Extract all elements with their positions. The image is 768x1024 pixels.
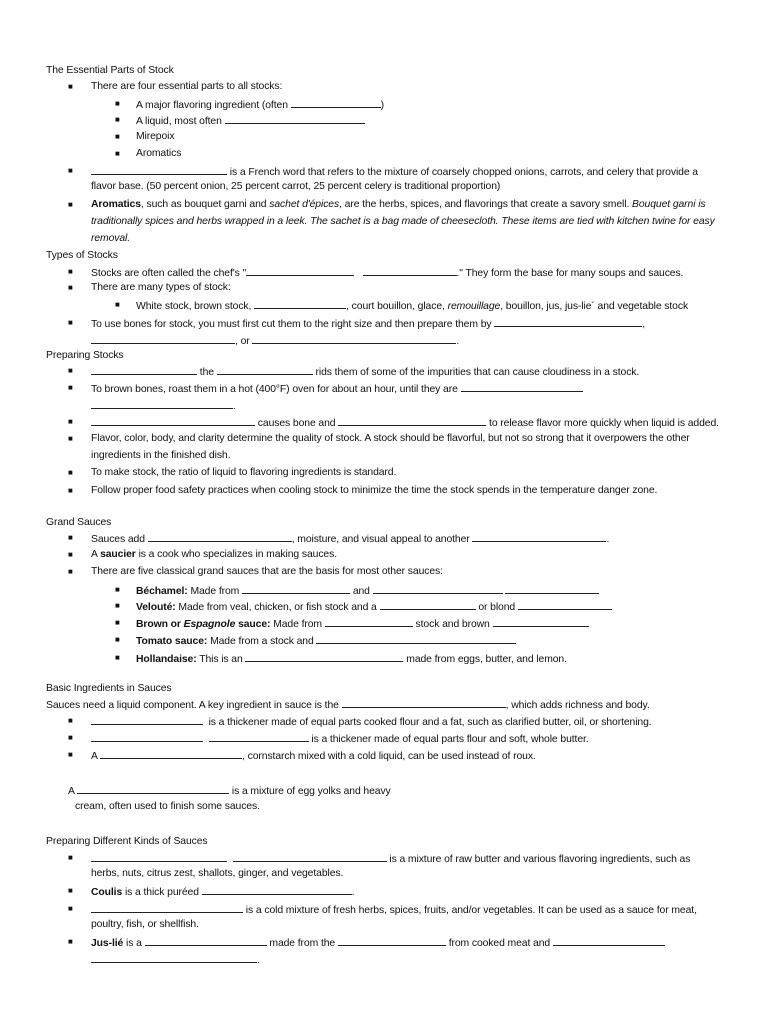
- bullet-line: Stocks are often called the chef's " ." They form the base for many soups and sauces.: [91, 265, 683, 281]
- bullet-icon: ■: [68, 716, 73, 725]
- bullet-text: To make stock, the ratio of liquid to flavoring ingredients is standard.: [91, 467, 397, 478]
- blank-line: [225, 113, 365, 124]
- bullet-icon: ■: [115, 635, 120, 644]
- blank-line: [518, 599, 612, 610]
- bullet-line: is a French word that refers to the mixture of coarsely chopped onions, carrots, and celery that provide a: [91, 164, 698, 180]
- blank-line: [553, 935, 665, 946]
- blank-line: [342, 697, 506, 708]
- bullet-icon: ■: [68, 550, 73, 559]
- bullet-icon: ■: [68, 886, 73, 895]
- blank-line: [91, 398, 233, 409]
- blank-line: [91, 952, 257, 963]
- intro-line: Sauces need a liquid component. A key ingredient in sauce is the , which adds richness and body.: [46, 697, 650, 713]
- bullet-icon: ■: [115, 585, 120, 594]
- blank-line: [148, 531, 292, 542]
- blank-line: [246, 265, 354, 276]
- sub-bullet-line: A major flavoring ingredient (often ): [136, 97, 384, 113]
- bullet-icon: ■: [68, 853, 73, 862]
- blank-line: [380, 599, 476, 610]
- bullet-line-cont: herbs, nuts, citrus zest, shallots, ginger, and vegetables.: [91, 868, 344, 879]
- bullet-icon: ■: [115, 601, 120, 610]
- bullet-line: A , cornstarch mixed with a cold liquid, can be used instead of roux.: [91, 748, 536, 764]
- section-heading-grand-sauces: Grand Sauces: [46, 517, 112, 528]
- bullet-line: is a cold mixture of fresh herbs, spices, fruits, and/or vegetables. It can be used as a sauce for meat,: [91, 902, 697, 918]
- bullet-icon: ■: [115, 300, 120, 309]
- bullet-icon: ■: [68, 166, 73, 175]
- blank-line: [363, 265, 457, 276]
- bullet-icon: ■: [68, 468, 73, 477]
- bullet-icon: ■: [68, 417, 73, 426]
- blank-line: [461, 381, 583, 392]
- bullet-line-cont: poultry, fish, or shellfish.: [91, 919, 199, 930]
- bullet-icon: ■: [68, 567, 73, 576]
- bullet-text: Flavor, color, body, and clarity determine the quality of stock. A stock should be flavorful, but not so strong that it overpowers the other: [91, 433, 690, 444]
- bullet-icon: ■: [68, 383, 73, 392]
- bullet-icon: ■: [115, 132, 120, 141]
- blank-line: [77, 783, 229, 794]
- bullet-line: To brown bones, roast them in a hot (400°F) oven for about an hour, until they are: [91, 381, 583, 397]
- blank-line: [91, 902, 243, 913]
- blank-line: [245, 651, 403, 662]
- bullet-icon: ■: [68, 82, 73, 91]
- section-heading-preparing-stocks: Preparing Stocks: [46, 350, 124, 361]
- bullet-icon: ■: [68, 904, 73, 913]
- bullet-icon: ■: [115, 653, 120, 662]
- bullet-line: A saucier is a cook who specializes in making sauces.: [91, 549, 337, 560]
- blank-line: [233, 851, 387, 862]
- blank-line: [494, 316, 642, 327]
- bullet-icon: ■: [68, 750, 73, 759]
- paragraph-line: A is a mixture of egg yolks and heavy: [68, 783, 391, 799]
- bullet-line-cont: .: [91, 952, 260, 968]
- blank-line: [242, 583, 350, 594]
- bullet-line-cont: flavor base. (50 percent onion, 25 percent carrot, 25 percent celery is traditional proportion): [91, 181, 501, 192]
- bullet-line-cont: removal.: [91, 233, 131, 244]
- bullet-icon: ■: [68, 434, 73, 443]
- bullet-text: There are many types of stock:: [91, 282, 231, 293]
- bullet-icon: ■: [68, 937, 73, 946]
- bullet-line: causes bone and to release flavor more quickly when liquid is added.: [91, 415, 719, 431]
- blank-line: [91, 333, 235, 344]
- bullet-icon: ■: [115, 115, 120, 124]
- bullet-line: To use bones for stock, you must first cut them to the right size and then prepare them by ,: [91, 316, 645, 332]
- blank-line: [338, 415, 486, 426]
- bullet-icon: ■: [115, 99, 120, 108]
- bullet-icon: ■: [68, 733, 73, 742]
- bullet-line: Aromatics, such as bouquet garni and sachet d'épices, are the herbs, spices, and flavorings that create a savory smell. Bouquet garni is: [91, 199, 706, 210]
- bullet-line-cont: ingredients in the finished dish.: [91, 450, 231, 461]
- blank-line: [338, 935, 446, 946]
- paragraph-line-cont: cream, often used to finish some sauces.: [75, 801, 260, 812]
- bullet-icon: ■: [68, 366, 73, 375]
- bullet-icon: ■: [68, 318, 73, 327]
- blank-line: [373, 583, 503, 594]
- blank-line: [472, 531, 606, 542]
- blank-line: [505, 583, 599, 594]
- bullet-icon: ■: [68, 486, 73, 495]
- blank-line: [325, 616, 413, 627]
- grand-sauce-hollandaise: Hollandaise: This is an made from eggs, butter, and lemon.: [136, 651, 567, 667]
- bullet-line: Coulis is a thick puréed .: [91, 884, 355, 900]
- bullet-line: Sauces add , moisture, and visual appeal to another .: [91, 531, 609, 547]
- bullet-icon: ■: [68, 200, 73, 209]
- section-heading-types-of-stocks: Types of Stocks: [46, 250, 118, 261]
- section-heading-basic-ingredients: Basic Ingredients in Sauces: [46, 683, 172, 694]
- blank-line: [91, 851, 227, 862]
- blank-line: [493, 616, 589, 627]
- bullet-icon: ■: [115, 149, 120, 158]
- blank-line: [91, 364, 197, 375]
- bullet-line: Jus-lié is a made from the from cooked meat and: [91, 935, 665, 951]
- blank-line: [291, 97, 381, 108]
- blank-line: [145, 935, 267, 946]
- section-heading-preparing-sauces: Preparing Different Kinds of Sauces: [46, 836, 208, 847]
- blank-line: [254, 298, 346, 309]
- bullet-icon: ■: [68, 533, 73, 542]
- bullet-line: is a mixture of raw butter and various flavoring ingredients, such as: [91, 851, 690, 867]
- blank-line: [316, 633, 516, 644]
- bullet-text: Follow proper food safety practices when cooling stock to minimize the time the stock spends in the temperature danger zone.: [91, 485, 658, 496]
- sub-bullet-line: A liquid, most often: [136, 113, 365, 129]
- grand-sauce-tomato: Tomato sauce: Made from a stock and: [136, 633, 516, 649]
- bullet-icon: ■: [68, 267, 73, 276]
- blank-line: [217, 364, 313, 375]
- blank-line: [100, 748, 242, 759]
- grand-sauce-veloute: Velouté: Made from veal, chicken, or fish stock and a or blond: [136, 599, 612, 615]
- blank-line: [202, 884, 352, 895]
- blank-line: [91, 731, 203, 742]
- sub-bullet-text: Mirepoix: [136, 131, 175, 142]
- blank-line: [91, 714, 203, 725]
- bullet-line-cont: traditionally spices and herbs wrapped in a leek. The sachet is a bag made of cheesecloth. These items are tied with kitchen twine for easy: [91, 216, 715, 227]
- sub-bullet-text: Aromatics: [136, 148, 182, 159]
- bullet-line-cont: , or .: [91, 333, 459, 349]
- bullet-line: is a thickener made of equal parts cooked flour and a fat, such as clarified butter, oil, or shortening.: [91, 714, 652, 730]
- section-heading-essential-parts: The Essential Parts of Stock: [46, 65, 174, 76]
- blank-line: [252, 333, 456, 344]
- sub-bullet-line: White stock, brown stock, , court bouillon, glace, remouillage, bouillon, jus, jus-lie´ and vegetable stock: [136, 298, 688, 314]
- bullet-line: is a thickener made of equal parts flour and soft, whole butter.: [91, 731, 589, 747]
- bullet-line-cont: .: [91, 398, 236, 414]
- blank-line: [91, 164, 227, 175]
- bullet-icon: ■: [115, 618, 120, 627]
- bullet-text: There are four essential parts to all stocks:: [91, 81, 283, 92]
- blank-line: [209, 731, 309, 742]
- bullet-text: There are five classical grand sauces that are the basis for most other sauces:: [91, 566, 443, 577]
- blank-line: [91, 415, 255, 426]
- grand-sauce-bechamel: Béchamel: Made from and: [136, 583, 599, 599]
- bullet-line: the rids them of some of the impurities that can cause cloudiness in a stock.: [91, 364, 639, 380]
- grand-sauce-espagnole: Brown or Espagnole sauce: Made from stock and brown: [136, 616, 589, 632]
- bullet-icon: ■: [68, 283, 73, 292]
